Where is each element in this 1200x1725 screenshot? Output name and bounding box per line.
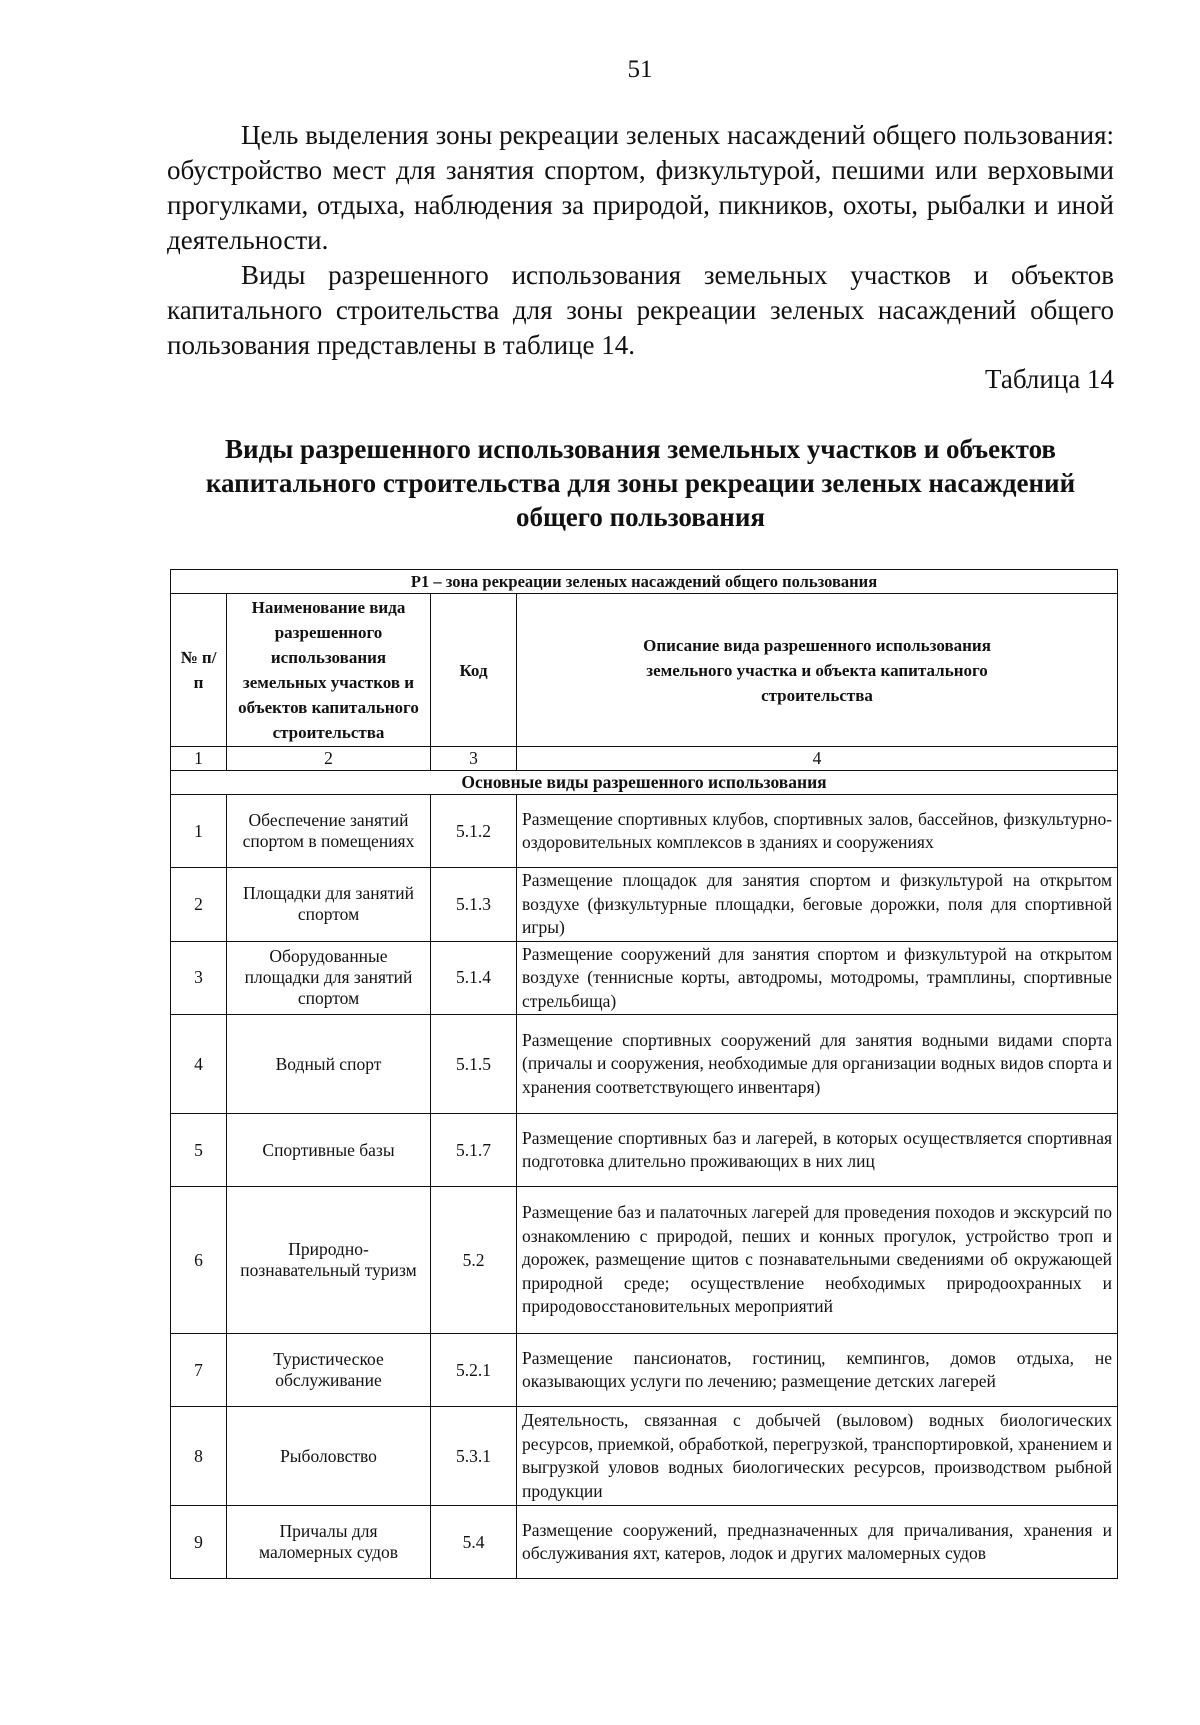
table-label: Таблица 14	[985, 364, 1114, 394]
paragraph: Виды разрешенного использования земельных участков и объектов капитального строительства для зоны рекреации зеленых насаждений общего пользования представлены в таблице 14.	[167, 260, 1114, 360]
row-description: Деятельность, связанная с добычей (выловом) водных биологических ресурсов, приемкой, обработкой, перегрузкой, транспортировкой, хранением и выгрузкой уловов водных биологических ресурсов, производством рыбной продукции	[517, 1407, 1118, 1506]
row-code: 5.1.3	[431, 868, 517, 942]
column-header-number: № п/п	[171, 594, 227, 747]
table-row	[171, 1187, 1118, 1334]
paragraph: Цель выделения зоны рекреации зеленых насаждений общего пользования: обустройство мест для занятия спортом, физкультурой, пешими или верховыми прогулками, отдыха, наблюдения за природой, пикников, охоты, рыбалки и иной деятельности.	[167, 120, 1114, 255]
row-code: 5.1.7	[431, 1114, 517, 1187]
row-number: 2	[171, 868, 227, 942]
column-header-description: Описание вида разрешенного использования земельного участка и объекта капитального строительства	[517, 594, 1118, 747]
row-code: 5.4	[431, 1506, 517, 1579]
zone-header: Р1 – зона рекреации зеленых насаждений общего пользования	[171, 570, 1118, 594]
table-row	[171, 868, 1118, 942]
table-row	[171, 1407, 1118, 1506]
land-use-table	[170, 569, 1118, 1579]
row-code: 5.2	[431, 1187, 517, 1334]
row-description: Размещение спортивных сооружений для занятия водными видами спорта (причалы и сооружения, необходимые для организации водных видов спорта и хранения соответствующего инвентаря)	[517, 1015, 1118, 1114]
row-number: 9	[171, 1506, 227, 1579]
row-number: 5	[171, 1114, 227, 1187]
table-row	[171, 795, 1118, 868]
row-description: Размещение баз и палаточных лагерей для проведения походов и экскурсий по ознакомлению с природой, пеших и конных прогулок, устройство троп и дорожек, размещение щитов с познавательными сведениями об окружающей природной среде; осуществление необходимых природоохранных и природовосстановительных мероприятий	[517, 1187, 1118, 1334]
row-number: 4	[171, 1015, 227, 1114]
zone-header-row	[171, 570, 1118, 594]
row-number: 1	[171, 795, 227, 868]
row-name: Оборудованные площадки для занятий спортом	[227, 941, 431, 1015]
row-number: 3	[171, 941, 227, 1015]
row-description: Размещение спортивных баз и лагерей, в которых осуществляется спортивная подготовка длительно проживающих в них лиц	[517, 1114, 1118, 1187]
row-name: Природно-познавательный туризм	[227, 1187, 431, 1334]
table-row	[171, 941, 1118, 1015]
column-number: 4	[517, 747, 1118, 771]
row-name: Площадки для занятий спортом	[227, 868, 431, 942]
row-code: 5.1.5	[431, 1015, 517, 1114]
row-description: Размещение пансионатов, гостиниц, кемпингов, домов отдыха, не оказывающих услуги по лечению; размещение детских лагерей	[517, 1334, 1118, 1407]
column-number: 1	[171, 747, 227, 771]
column-number: 2	[227, 747, 431, 771]
column-header-row	[171, 594, 1118, 747]
table-row	[171, 1334, 1118, 1407]
body-text	[167, 118, 1114, 363]
section-header-row	[171, 771, 1118, 795]
table-row	[171, 1114, 1118, 1187]
table-row	[171, 1506, 1118, 1579]
row-code: 5.2.1	[431, 1334, 517, 1407]
column-number: 3	[431, 747, 517, 771]
row-code: 5.1.4	[431, 941, 517, 1015]
row-name: Обеспечение занятий спортом в помещениях	[227, 795, 431, 868]
row-description: Размещение сооружений для занятия спортом и физкультурой на открытом воздухе (теннисные корты, автодромы, мотодромы, трамплины, спортивные стрельбища)	[517, 941, 1118, 1015]
column-header-name: Наименование вида разрешенного использования земельных участков и объектов капитального строительства	[227, 594, 431, 747]
column-header-code: Код	[431, 594, 517, 747]
row-number: 8	[171, 1407, 227, 1506]
row-number: 6	[171, 1187, 227, 1334]
row-number: 7	[171, 1334, 227, 1407]
row-description: Размещение сооружений, предназначенных для причаливания, хранения и обслуживания яхт, катеров, лодок и других маломерных судов	[517, 1506, 1118, 1579]
row-name: Спортивные базы	[227, 1114, 431, 1187]
row-code: 5.3.1	[431, 1407, 517, 1506]
table-title: Виды разрешенного использования земельных участков и объектов капитального строительства для зоны рекреации зеленых насаждений общего пользования	[205, 434, 1076, 532]
row-name: Водный спорт	[227, 1015, 431, 1114]
row-name: Причалы для маломерных судов	[227, 1506, 431, 1579]
row-description: Размещение спортивных клубов, спортивных залов, бассейнов, физкультурно-оздоровительных комплексов в зданиях и сооружениях	[517, 795, 1118, 868]
row-description: Размещение площадок для занятия спортом и физкультурой на открытом воздухе (физкультурные площадки, беговые дорожки, поля для спортивной игры)	[517, 868, 1118, 942]
section-header: Основные виды разрешенного использования	[171, 771, 1118, 795]
row-name: Рыболовство	[227, 1407, 431, 1506]
row-name: Туристическое обслуживание	[227, 1334, 431, 1407]
column-number-row	[171, 747, 1118, 771]
page-number: 51	[627, 56, 653, 83]
row-code: 5.1.2	[431, 795, 517, 868]
table-row	[171, 1015, 1118, 1114]
